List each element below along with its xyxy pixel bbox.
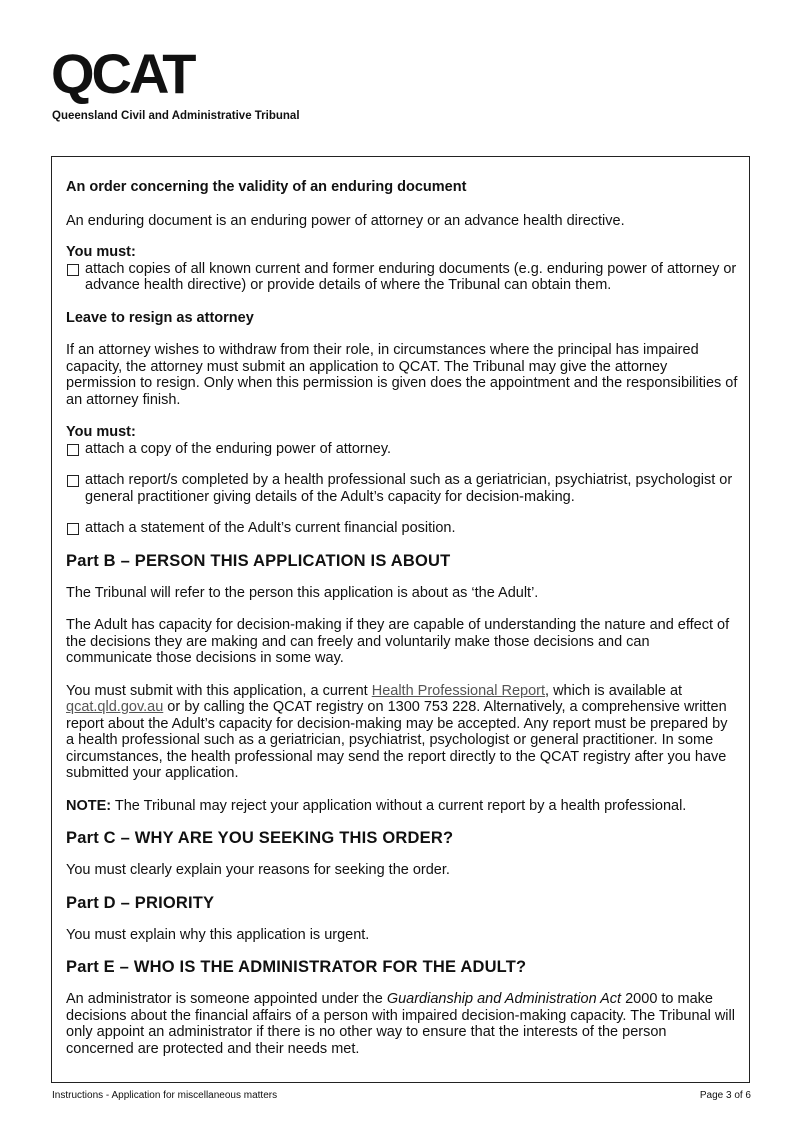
- resign-checklist-item: [66, 520, 738, 537]
- instructions-content: [66, 179, 738, 1057]
- validity-checklist-item: [66, 261, 738, 294]
- instructions-box: [51, 156, 750, 1083]
- qcat-website-link[interactable]: qcat.qld.gov.au: [66, 699, 164, 715]
- resign-checklist-item: [66, 441, 738, 458]
- part-b-p3-text: You must submit with this application, a current: [66, 682, 372, 699]
- part-b-note: [66, 798, 738, 815]
- act-title: Guardianship and Administration Act: [386, 991, 622, 1007]
- part-c-body: You must clearly explain your reasons for seeking the order.: [66, 862, 450, 878]
- part-d-body: You must explain why this application is urgent.: [66, 926, 370, 943]
- part-b-p3-text: or by calling the QCAT registry on 1300 753 228. Alternatively, a comprehensive written report about the Adult’s capacity for decision-making may be accepted. Any report must be prepared by a health professional such as a geriatrician, psychiatrist, psychologist or general practitioner. In some circumstances, the health professional may send the report directly to the QCAT registry after you have submitted your application.: [66, 699, 728, 781]
- part-e-body: [66, 991, 738, 1057]
- checklist-item-text: attach a copy of the enduring power of attorney.: [85, 440, 392, 457]
- resign-body: If an attorney wishes to withdraw from their role, in circumstances where the principal has impaired capacity, the attorney must submit an application to QCAT. The Tribunal may give the attorney permission to resign. Only when this permission is given does the appointment and the responsibilities of an attorney finish.: [66, 342, 738, 408]
- resign-must-label: You must:: [66, 424, 136, 440]
- part-b-p3: [66, 683, 738, 782]
- checklist-item-text: attach report/s completed by a health professional such as a geriatrician, psychiatrist, psychologist or general practitioner giving details of the Adult’s capacity for decision-making.: [85, 472, 733, 505]
- note-text: The Tribunal may reject your application without a current report by a health professional.: [111, 797, 687, 814]
- checkbox[interactable]: [67, 264, 79, 276]
- page-number: Page 3 of 6: [699, 1090, 751, 1101]
- part-d-heading: Part D – PRIORITY: [66, 893, 215, 912]
- part-b-p3-text: , which is available at: [545, 682, 683, 699]
- qcat-logo: QCAT: [51, 42, 194, 105]
- footer-document-title: Instructions - Application for miscellaneous matters: [52, 1090, 278, 1101]
- resign-heading: Leave to resign as attorney: [66, 309, 254, 326]
- checklist-item-text: attach a statement of the Adult’s current financial position.: [85, 520, 456, 536]
- part-e-heading: Part E – WHO IS THE ADMINISTRATOR FOR THE ADULT?: [66, 958, 527, 976]
- checkbox[interactable]: [67, 475, 79, 487]
- resign-checklist-item: [66, 472, 738, 505]
- part-c-heading: Part C – WHY ARE YOU SEEKING THIS ORDER?: [66, 829, 454, 847]
- health-professional-report-link[interactable]: Health Professional Report: [371, 682, 546, 699]
- checkbox[interactable]: [67, 523, 79, 535]
- part-b-heading: Part B – PERSON THIS APPLICATION IS ABOUT: [66, 551, 451, 570]
- checkbox[interactable]: [67, 444, 79, 456]
- checklist-item-text: attach copies of all known current and former enduring documents (e.g. enduring power of attorney or advance health directive) or provide details of where the Tribunal can obtain them.: [85, 260, 737, 293]
- validity-intro: An enduring document is an enduring power of attorney or an advance health directive.: [66, 212, 625, 229]
- part-e-text: An administrator is someone appointed under the: [66, 991, 387, 1007]
- validity-heading: An order concerning the validity of an enduring document: [66, 179, 467, 195]
- part-e-text: 2000 to make decisions about the financial affairs of a person with impaired decision-making capacity. The Tribunal will only appoint an administrator if there is no other way to ensure that the interests of the person concerned are protected and their needs met.: [66, 991, 735, 1057]
- note-label: NOTE:: [66, 797, 112, 814]
- part-b-p2: The Adult has capacity for decision-making if they are capable of understanding the nature and effect of the decisions they are making and can freely and voluntarily make those decisions and can communicate those decisions in some way.: [66, 617, 730, 666]
- organisation-name: Queensland Civil and Administrative Tribunal: [52, 110, 300, 122]
- part-b-p1: The Tribunal will refer to the person this application is about as ‘the Adult’.: [66, 584, 539, 601]
- validity-must-label: You must:: [66, 244, 136, 260]
